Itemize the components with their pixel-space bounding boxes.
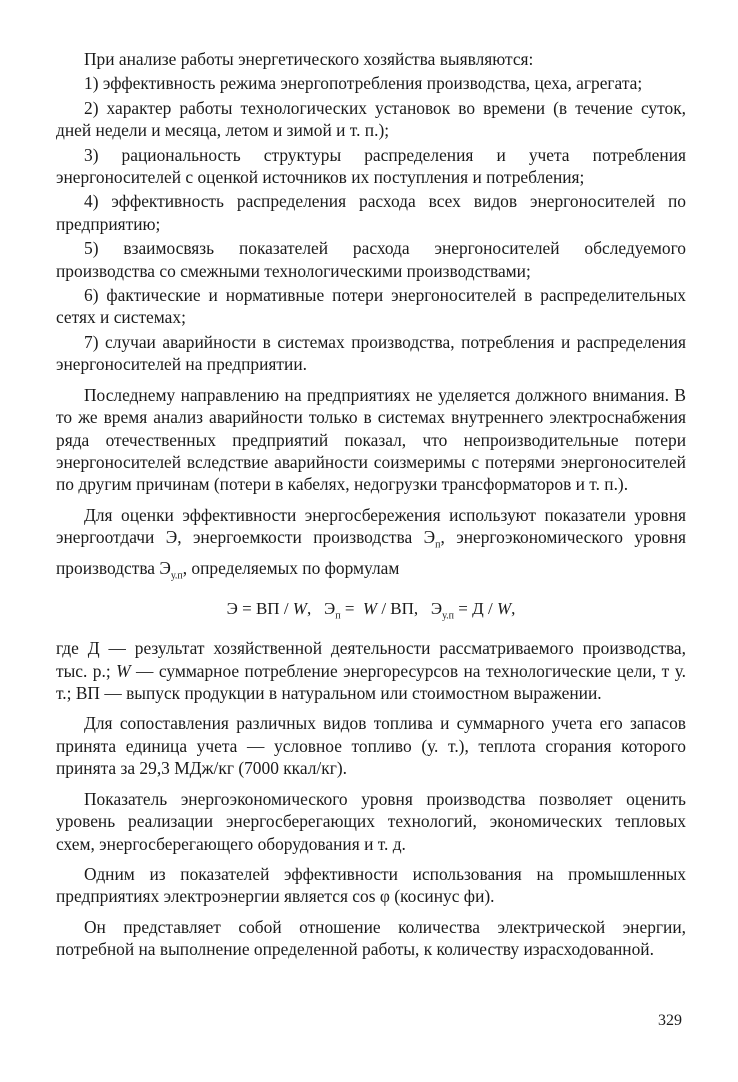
paragraph-where (56, 637, 686, 704)
list-item-7: 7) случаи аварийности в системах производства, потребления и распределения энергоносителей на предприятии. (56, 331, 686, 375)
formula-intro-sub-2: у.п (170, 570, 183, 582)
list-item-5: 5) взаимосвязь показателей расхода энергоносителей обследуемого производства со смежными технологическими производствами; (56, 238, 686, 281)
formula-2-lhs: Э (323, 598, 336, 618)
formula-1-w: W (292, 598, 307, 618)
list-item-3: 3) рациональность структуры распределения и учета потребления энергоносителей с оценкой источников их поступления и потребления; (56, 144, 686, 188)
paragraph-ratio: Он представляет собой отношение количества электрической энергии, потребной на выполнение определенной работы, к количеству израсходованной. (56, 916, 686, 960)
formula-1-lhs: Э (226, 598, 238, 618)
formula-1-rhs: ВП / (255, 598, 293, 618)
page-number: 329 (658, 1012, 682, 1029)
formula-line: Э = ВП / W, $Э_п = W$ / ВП, $Э_{у.п} = Д / W$, (226, 598, 516, 622)
paragraph-formula-intro (56, 504, 686, 588)
formula-2-rhs: / ВП (377, 598, 414, 618)
where-text-a: где Д — результат хозяйственной деятельности рассматриваемого производства, тыс. р.; (56, 638, 686, 681)
formula-3-w: W (496, 598, 512, 618)
paragraph-indicator: Показатель энергоэкономического уровня производства позволяет оценить уровень реализации энергосберегающих технологий, экономических тепловых схем, энергосберегающего оборудования и т. д. (56, 788, 686, 854)
list-item-1: 1) эффективность режима энергопотребления производства, цеха, агрегата; (84, 73, 643, 94)
list-item-4: 4) эффективность распределения расхода всех видов энергоносителей по предприятию; (56, 191, 686, 234)
where-w: W (116, 660, 131, 681)
formula-3: $Э_{у.п} = Д / W$ (430, 598, 512, 622)
paragraph-cos-phi: Одним из показателей эффективности использования на промышленных предприятиях электроэнергии является cos φ (косинус фи). (56, 863, 686, 907)
list-item-6: 6) фактические и нормативные потери энергоносителей в распределительных сетях и системах; (56, 285, 686, 328)
formula-2-w: W (362, 598, 378, 618)
formula-3-lhs: Э (430, 598, 443, 618)
formula-2: $Э_п = W$ / ВП (323, 598, 414, 622)
paragraph-fuel: Для сопоставления различных видов топлива и суммарного учета его запасов принята единица учета — условное топливо (у. т.), теплота сгорания которого принята за 29,3 МДж/кг (7000 ккал/кг). (56, 713, 686, 779)
formula-intro-text-b: , энергоэкономического уровня производства Э (56, 527, 687, 578)
formula-intro-sub-1: п (435, 539, 441, 551)
formula-2-sub: п (335, 610, 341, 622)
paragraph-intro: При анализе работы энергетического хозяйства выявляются: (84, 49, 534, 69)
body-text (56, 48, 686, 963)
formula-3-rhs: Д / (472, 598, 497, 618)
formula-3-sub: у.п (442, 610, 455, 622)
formula-1: Э = ВП / W (226, 598, 307, 618)
paragraph-last-direction: Последнему направлению на предприятиях не уделяется должного внимания. В то же время анализ аварийности только в системах внутреннего электроснабжения ряда отечественных предприятий показал, что непроизводительные потери энергоносителей вследствие аварийности соизмеримы с потерями энергоносителей по другим причинам (потери в кабелях, недогрузки трансформаторов и т. п.). (56, 384, 686, 495)
formula-intro-text-c: , определяемых по формулам (182, 558, 400, 578)
where-text-b: — суммарное потребление энергоресурсов на технологические цели, т у. т.; ВП — выпуск продукции в натуральном или стоимостном выражении. (56, 660, 686, 704)
list-item-2: 2) характер работы технологических установок во времени (в течение суток, дней недели и месяца, летом и зимой и т. п.); (56, 97, 686, 141)
formula-intro-text-a: Для оценки эффективности энергосбережения используют показатели уровня энергоотдачи Э, энергоемкости производства Э (56, 504, 686, 548)
